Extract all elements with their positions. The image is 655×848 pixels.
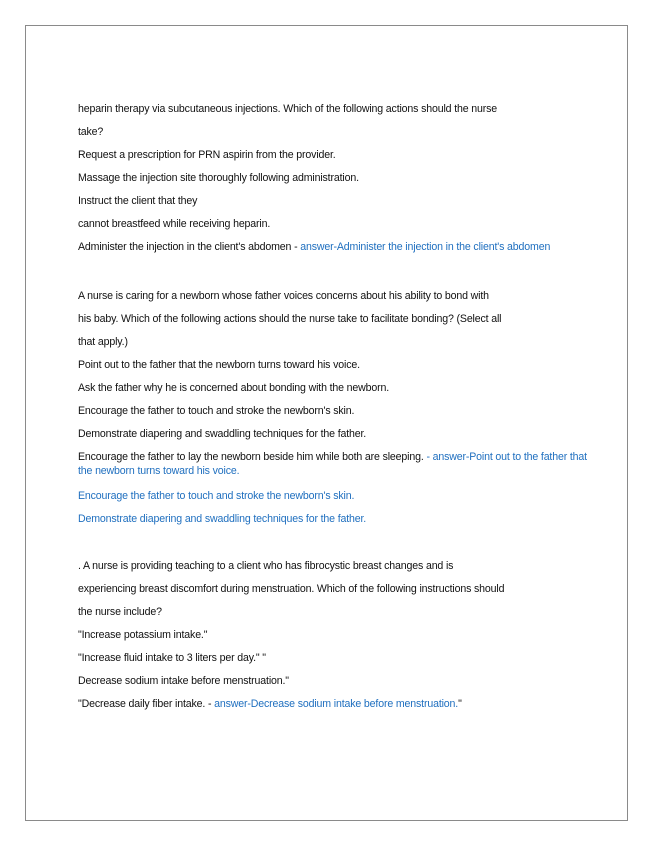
answer-option: Administer the injection in the client's abdomen - (78, 241, 301, 253)
answer-key: Demonstrate diapering and swaddling techniques for the father. (78, 513, 367, 525)
answer-key: answer-Administer the injection in the client's abdomen (300, 241, 551, 253)
question-text: the nurse include? (78, 606, 162, 618)
answer-key: answer-Decrease sodium intake before menstruation. (214, 698, 459, 710)
answer-option-with-key (78, 450, 588, 478)
question-text: heparin therapy via subcutaneous injections. Which of the following actions should the nurse (78, 103, 498, 115)
answer-key: Encourage the father to touch and stroke the newborn's skin. (78, 490, 355, 502)
answer-option: Encourage the father to lay the newborn beside him while both are sleeping. (78, 451, 427, 463)
document-page (25, 25, 628, 821)
answer-option: Point out to the father that the newborn turns toward his voice. (78, 359, 360, 371)
answer-option: Ask the father why he is concerned about bonding with the newborn. (78, 382, 390, 394)
answer-option: Instruct the client that they (78, 195, 198, 207)
document-content (78, 102, 588, 720)
answer-option: Decrease sodium intake before menstruation." (78, 675, 289, 687)
answer-option-with-key (78, 240, 588, 254)
answer-option: "Decrease daily fiber intake. - (78, 698, 215, 710)
answer-option: "Increase potassium intake." (78, 629, 208, 641)
answer-option: "Increase fluid intake to 3 liters per day." " (78, 652, 266, 664)
question-text: A nurse is caring for a newborn whose father voices concerns about his ability to bond with (78, 290, 489, 302)
question-text: take? (78, 126, 104, 138)
question-text: . A nurse is providing teaching to a client who has fibrocystic breast changes and is (78, 560, 454, 572)
answer-option: Request a prescription for PRN aspirin from the provider. (78, 149, 336, 161)
answer-suffix: " (458, 698, 462, 710)
answer-option-with-key (78, 697, 588, 720)
answer-option: Massage the injection site thoroughly following administration. (78, 172, 359, 184)
section-gap (78, 265, 588, 289)
answer-key: - answer-Point out to the father that the newborn turns toward his voice. (78, 451, 587, 477)
question-text: that apply.) (78, 336, 128, 348)
section-gap (78, 535, 588, 559)
answer-option: cannot breastfeed while receiving heparin. (78, 218, 271, 230)
question-text: experiencing breast discomfort during menstruation. Which of the following instructions should (78, 583, 505, 595)
answer-option: Encourage the father to touch and stroke the newborn's skin. (78, 405, 355, 417)
answer-option: Demonstrate diapering and swaddling techniques for the father. (78, 428, 367, 440)
question-text: his baby. Which of the following actions should the nurse take to facilitate bonding? (Select all (78, 313, 502, 325)
